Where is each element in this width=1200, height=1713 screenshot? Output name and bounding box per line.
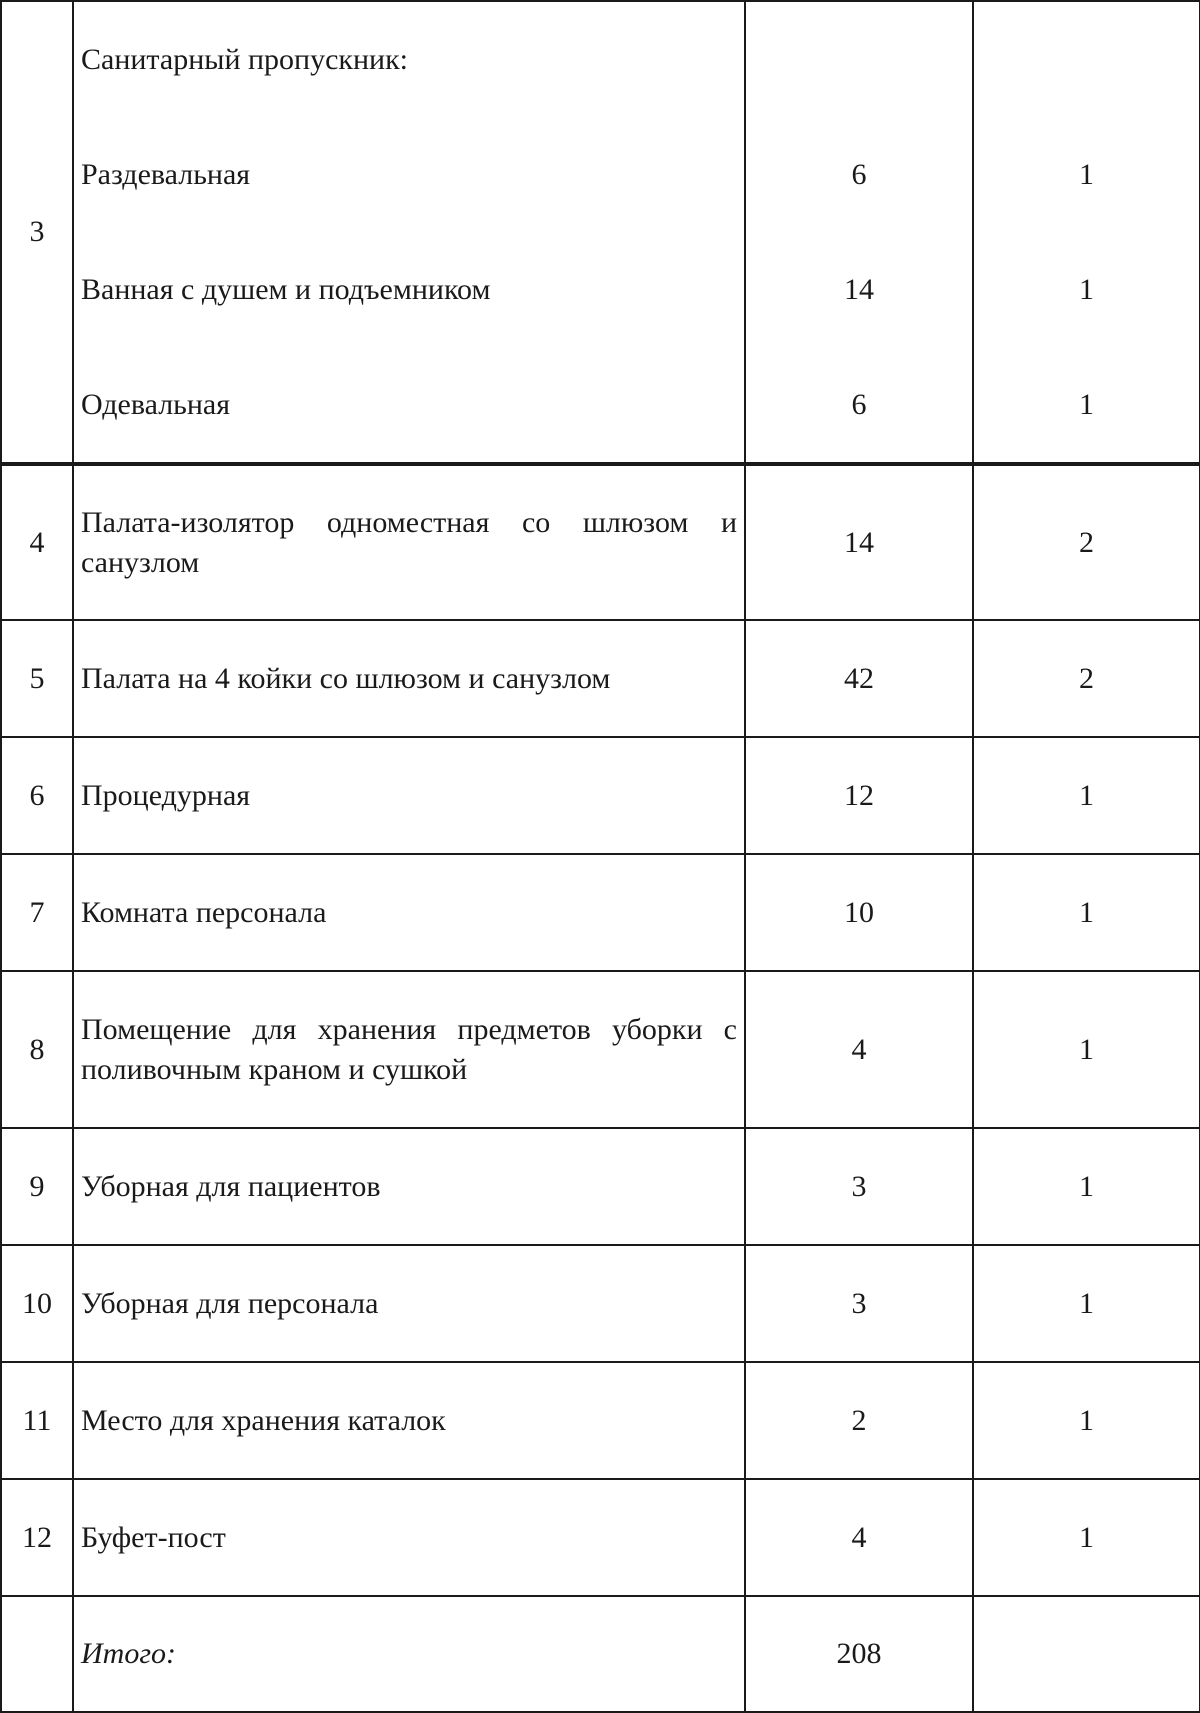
row-name: Палата на 4 койки со шлюзом и санузлом: [73, 620, 745, 737]
total-area: 208: [745, 1596, 973, 1712]
table-row: [1, 1362, 1200, 1479]
row-count: 1: [973, 1479, 1200, 1596]
blank-value: [746, 2, 972, 117]
table-row: [1, 620, 1200, 737]
sub-item-count: 1: [1079, 158, 1094, 191]
row-area: 12: [745, 737, 973, 854]
row-name: Место для хранения каталок: [73, 1362, 745, 1479]
area-cell: [745, 1, 973, 464]
row-number: 6: [1, 737, 73, 854]
row-number: 8: [1, 971, 73, 1128]
sub-item-count: 1: [1079, 388, 1094, 421]
table-row: [1, 1245, 1200, 1362]
sub-item-area: 14: [844, 273, 874, 306]
table-row: [1, 737, 1200, 854]
row-number: 9: [1, 1128, 73, 1245]
row-count: 1: [973, 1362, 1200, 1479]
row-number: 11: [1, 1362, 73, 1479]
row-name: Буфет-пост: [73, 1479, 745, 1596]
row-number: 7: [1, 854, 73, 971]
count-cell: [973, 1, 1200, 464]
table-row-total: [1, 1596, 1200, 1712]
total-number-cell: [1, 1596, 73, 1712]
row-name: [73, 971, 745, 1128]
row-area: 4: [745, 971, 973, 1128]
row-area: 3: [745, 1128, 973, 1245]
row-count: 1: [973, 1128, 1200, 1245]
row-name: [73, 464, 745, 620]
row-name-text: Помещение для хранения предметов уборки с поливочным краном и сушкой: [81, 1012, 737, 1086]
table-row: [1, 854, 1200, 971]
sub-item-area: 6: [851, 158, 867, 191]
sub-item-name: Ванная с душем и подъемником: [81, 273, 491, 306]
row-area: 3: [745, 1245, 973, 1362]
row-area: 10: [745, 854, 973, 971]
table-row-3: [1, 1, 1200, 464]
row-count: 1: [973, 854, 1200, 971]
row-name: Комната персонала: [73, 854, 745, 971]
row-number: 4: [1, 464, 73, 620]
row-name-cell: [73, 1, 745, 464]
sub-item-name: Раздевальная: [81, 158, 251, 191]
row-count: 2: [973, 464, 1200, 620]
sub-item-area: 6: [851, 388, 867, 421]
row-name-text: Палата-изолятор одноместная со шлюзом и санузлом: [81, 505, 737, 579]
row-number: 3: [1, 1, 73, 464]
table-row: [1, 1479, 1200, 1596]
blank-value: [974, 2, 1199, 117]
row-name: Процедурная: [73, 737, 745, 854]
row-area: 14: [745, 464, 973, 620]
row-count: 2: [973, 620, 1200, 737]
table-row: [1, 464, 1200, 620]
sub-item-name: Одевальная: [81, 388, 231, 421]
row-area: 2: [745, 1362, 973, 1479]
row-count: 1: [973, 737, 1200, 854]
row-number: 12: [1, 1479, 73, 1596]
row-number: 10: [1, 1245, 73, 1362]
row-area: 42: [745, 620, 973, 737]
table-row: [1, 971, 1200, 1128]
table-row: [1, 1128, 1200, 1245]
sanitary-checkpoint-title: Санитарный пропускник:: [81, 43, 409, 76]
row-count: 1: [973, 1245, 1200, 1362]
total-label: Итого:: [73, 1596, 745, 1712]
row-number: 5: [1, 620, 73, 737]
sub-item-count: 1: [1079, 273, 1094, 306]
row-count: 1: [973, 971, 1200, 1128]
row-name: Уборная для персонала: [73, 1245, 745, 1362]
row-area: 4: [745, 1479, 973, 1596]
row-name: Уборная для пациентов: [73, 1128, 745, 1245]
total-count-cell: [973, 1596, 1200, 1712]
